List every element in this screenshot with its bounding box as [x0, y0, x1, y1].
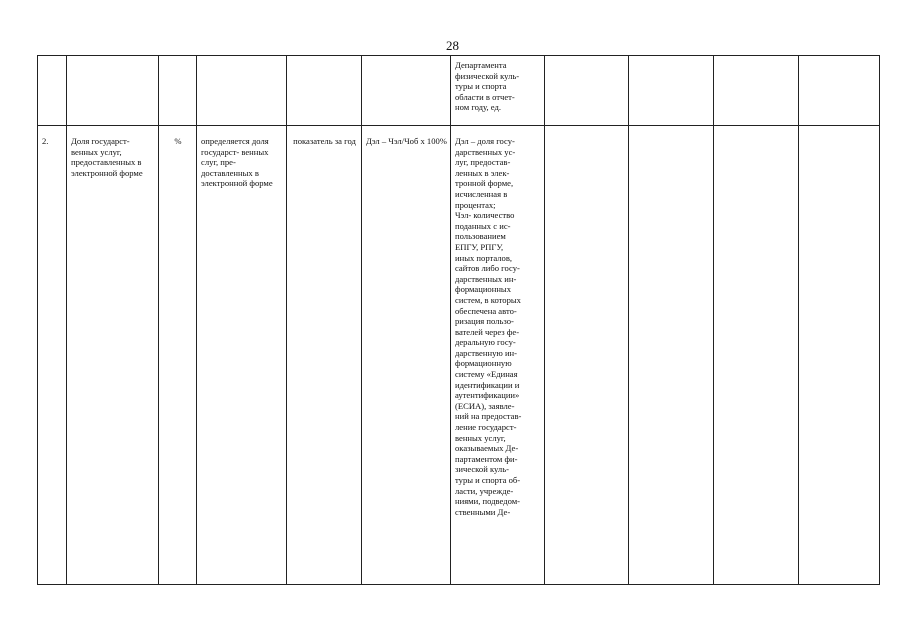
description-line: ление государст- — [455, 422, 517, 433]
description-line: туры и спорта — [455, 81, 507, 92]
table-cell-empty — [713, 55, 798, 125]
description-line: систем, в которых — [455, 294, 521, 305]
description-line: дарственную ин- — [455, 347, 517, 358]
table-cell-empty — [713, 125, 798, 585]
description-line: (ЕСИА), заявле- — [455, 400, 515, 411]
description-line: дарственных ин- — [455, 273, 517, 284]
description-line: Департамента — [455, 60, 507, 70]
description-line: оказываемых Де- — [455, 443, 519, 454]
table-cell-description — [450, 55, 544, 125]
description-line: сайтов либо госу- — [455, 263, 520, 274]
description-line: области в отчет- — [455, 91, 515, 102]
table-cell-definition — [196, 55, 286, 125]
description-line: исчисленная в — [455, 188, 508, 199]
description-line: ственными Де- — [455, 506, 511, 517]
description-line: вателей через фе- — [455, 326, 520, 337]
description-line: ний на предостав- — [455, 411, 522, 422]
description-line: зической куль- — [455, 464, 509, 475]
table-cell-index: 2. — [37, 125, 66, 585]
description-line: поданных с ис- — [455, 220, 511, 231]
table-cell-definition: определяется доля государст- венных слуг, пре- доставленных в электронной форме — [196, 125, 286, 585]
table-row-continuation — [37, 55, 880, 125]
table-cell-unit — [158, 55, 196, 125]
description-line: формационных — [455, 284, 511, 295]
table-cell-empty — [798, 125, 880, 585]
table-cell-description — [450, 125, 544, 585]
description-line: туры и спорта об- — [455, 475, 521, 485]
table-cell-index — [37, 55, 66, 125]
description-line: ласти, учрежде- — [455, 485, 514, 496]
description-line: пользованием — [455, 231, 506, 242]
table-cell-indicator-name: Доля государст- венных услуг, предоставленных в электронной форме — [66, 125, 158, 585]
description-line: систему «Единая — [455, 369, 518, 380]
description-line: венных услуг, — [455, 432, 506, 443]
table-row-indicator — [37, 125, 880, 585]
description-line: ном году, ед. — [455, 102, 502, 113]
description-line: луг, предостав- — [455, 157, 511, 168]
table-cell-empty — [544, 125, 628, 585]
table-cell-unit: % — [158, 125, 196, 585]
table-cell-empty — [628, 55, 713, 125]
description-line: дарственных ус- — [455, 146, 516, 157]
table-cell-formula: Дэл – Чэл/Чоб х 100% — [361, 125, 450, 585]
description-line: идентификации и — [455, 379, 520, 390]
description-line: тронной форме, — [455, 178, 514, 189]
page-number: 28 — [446, 38, 459, 53]
description-line: ленных в элек- — [455, 167, 510, 178]
description-line: партаментом фи- — [455, 453, 518, 464]
description-line: ризация пользо- — [455, 316, 514, 327]
description-line: обеспечена авто- — [455, 305, 517, 316]
description-line: иных порталов, — [455, 252, 513, 263]
description-line: ниями, подведом- — [455, 496, 521, 507]
description-line: формационную — [455, 358, 512, 369]
description-line: деральную госу- — [455, 337, 516, 348]
table-cell-period — [286, 55, 361, 125]
table-cell-indicator-name — [66, 55, 158, 125]
indicator-table — [37, 55, 880, 585]
description-line: физической куль- — [455, 70, 520, 81]
description-line: ЕПГУ, РПГУ, — [455, 241, 504, 252]
table-cell-formula — [361, 55, 450, 125]
description-line: аутентификации» — [455, 390, 520, 401]
table-bottom-border — [37, 584, 880, 585]
description-line: Дэл – доля госу- — [455, 136, 515, 146]
table-cell-empty — [544, 55, 628, 125]
table-cell-empty — [798, 55, 880, 125]
table-cell-empty — [628, 125, 713, 585]
description-line: процентах; — [455, 199, 496, 210]
table-cell-period: показатель за год — [286, 125, 361, 585]
description-line: Чэл- количество — [455, 210, 515, 221]
